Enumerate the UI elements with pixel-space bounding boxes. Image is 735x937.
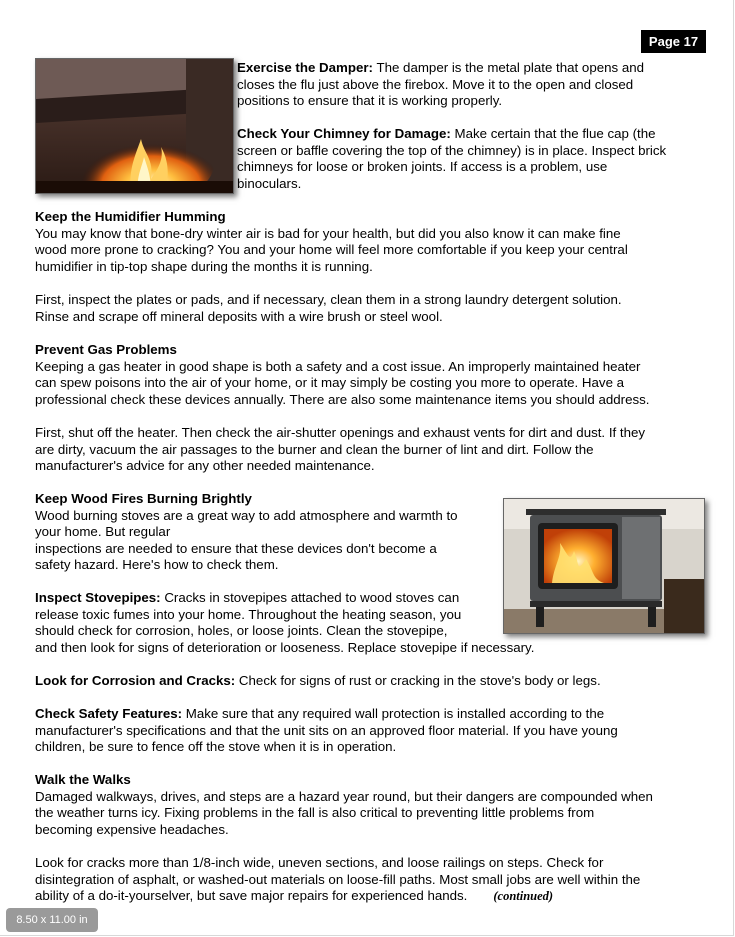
damper-line: closes the flu just above the firebox. Move it to the open and closed <box>237 76 634 92</box>
walks-line: Damaged walkways, drives, and steps are a hazard year round, but their dangers are compounded when <box>35 788 653 804</box>
walks-line: ability of a do-it-yourselver, but save major repairs for experienced hands. <box>35 888 468 904</box>
gas-line: professional check these devices annually. There are also some maintenance items you should address. <box>35 391 650 407</box>
walks-line: Look for cracks more than 1/8-inch wide, uneven sections, and loose railings on steps. Check for <box>35 855 604 870</box>
humidifier-line: You may know that bone-dry winter air is bad for your health, but did you also know it can make fine <box>35 225 621 241</box>
wood-fires-section <box>35 491 500 574</box>
humidifier-line: Rinse and scrape off mineral deposits with a wire brush or steel wool. <box>35 308 443 324</box>
damper-line: positions to ensure that it is working properly. <box>237 93 503 109</box>
humidifier-line: First, inspect the plates or pads, and if necessary, clean them in a strong laundry detergent solution. <box>35 292 622 307</box>
wood-fires-line: your home. But regular <box>35 524 171 540</box>
fireplace-photo <box>35 58 234 194</box>
stovepipes-section <box>35 590 635 656</box>
stovepipes-line: and then look for signs of deterioration or looseness. Replace stovepipe if necessary. <box>35 639 535 655</box>
gas-line: Keeping a gas heater in good shape is both a safety and a cost issue. An improperly maintained heater <box>35 358 641 374</box>
wood-fires-line: safety hazard. Here's how to check them. <box>35 557 279 573</box>
humidifier-line: humidifier in tip-top shape during the months it is running. <box>35 258 373 274</box>
chimney-line: screen or baffle covering the top of the chimney) is in place. Inspect brick <box>237 142 667 158</box>
safety-line: Make sure that any required wall protection is installed according to the <box>182 706 605 721</box>
humidifier-section <box>35 209 715 275</box>
gas-heading: Prevent Gas Problems <box>35 342 177 357</box>
walks-line: becoming expensive headaches. <box>35 821 229 837</box>
stovepipes-line: should check for corrosion, holes, or loose joints. Clean the stovepipe, <box>35 623 448 639</box>
walks-line: the weather turns icy. Fixing problems in the fall is also critical to preventing little problems from <box>35 805 595 821</box>
chimney-line: chimneys for loose or broken joints. If access is a problem, use <box>237 159 608 175</box>
gas-line: First, shut off the heater. Then check the air-shutter openings and exhaust vents for dirt and dust. If they <box>35 425 646 440</box>
chimney-line: binoculars. <box>237 175 302 191</box>
corrosion-heading: Look for Corrosion and Cracks: <box>35 673 236 688</box>
wood-fires-line: Wood burning stoves are a great way to add atmosphere and warmth to <box>35 507 458 523</box>
safety-section <box>35 706 715 756</box>
safety-heading: Check Safety Features: <box>35 706 183 721</box>
continued-label: (continued) <box>493 889 554 904</box>
chimney-section <box>237 126 707 192</box>
gas-paragraph-2 <box>35 425 725 475</box>
damper-section <box>237 60 707 110</box>
page-size-badge: 8.50 x 11.00 in <box>6 908 98 932</box>
corrosion-text: Check for signs of rust or cracking in the stove's body or legs. <box>235 673 601 688</box>
gas-line: can spew poisons into the air of your home, or it may simply be costing you more to operate. Have a <box>35 375 625 391</box>
humidifier-heading: Keep the Humidifier Humming <box>35 209 226 224</box>
wood-fires-heading: Keep Wood Fires Burning Brightly <box>35 491 252 506</box>
stovepipes-line: Cracks in stovepipes attached to wood stoves can <box>160 590 460 605</box>
walks-section <box>35 772 725 838</box>
chimney-heading: Check Your Chimney for Damage: <box>237 126 451 141</box>
walks-line: disintegration of asphalt, or washed-out materials on loose-fill paths. Most small jobs are well within the <box>35 871 641 887</box>
chimney-line: Make certain that the flue cap (the <box>450 126 656 141</box>
safety-line: children, be sure to fence off the stove when it is in operation. <box>35 739 397 755</box>
damper-heading: Exercise the Damper: <box>237 60 373 75</box>
page-number-badge: Page 17 <box>641 30 706 53</box>
wood-fires-line: inspections are needed to ensure that these devices don't become a <box>35 540 437 556</box>
safety-line: manufacturer's specifications and that the unit sits on an approved floor material. If you have young <box>35 722 618 738</box>
stovepipes-line: release toxic fumes into your home. Throughout the heating season, you <box>35 606 462 622</box>
corrosion-section <box>35 673 715 690</box>
humidifier-line: wood more prone to cracking? You and your home will feel more comfortable if you keep your central <box>35 242 628 258</box>
walks-paragraph-2 <box>35 855 725 905</box>
humidifier-paragraph-2 <box>35 292 715 325</box>
gas-section <box>35 342 725 408</box>
gas-line: are dirty, vacuum the air passages to the burner and clean the burner of lint and dirt. Follow the <box>35 441 594 457</box>
walks-heading: Walk the Walks <box>35 772 131 787</box>
stovepipes-heading: Inspect Stovepipes: <box>35 590 161 605</box>
gas-line: manufacturer's advice for any other needed maintenance. <box>35 458 375 474</box>
damper-line: The damper is the metal plate that opens and <box>373 60 645 75</box>
